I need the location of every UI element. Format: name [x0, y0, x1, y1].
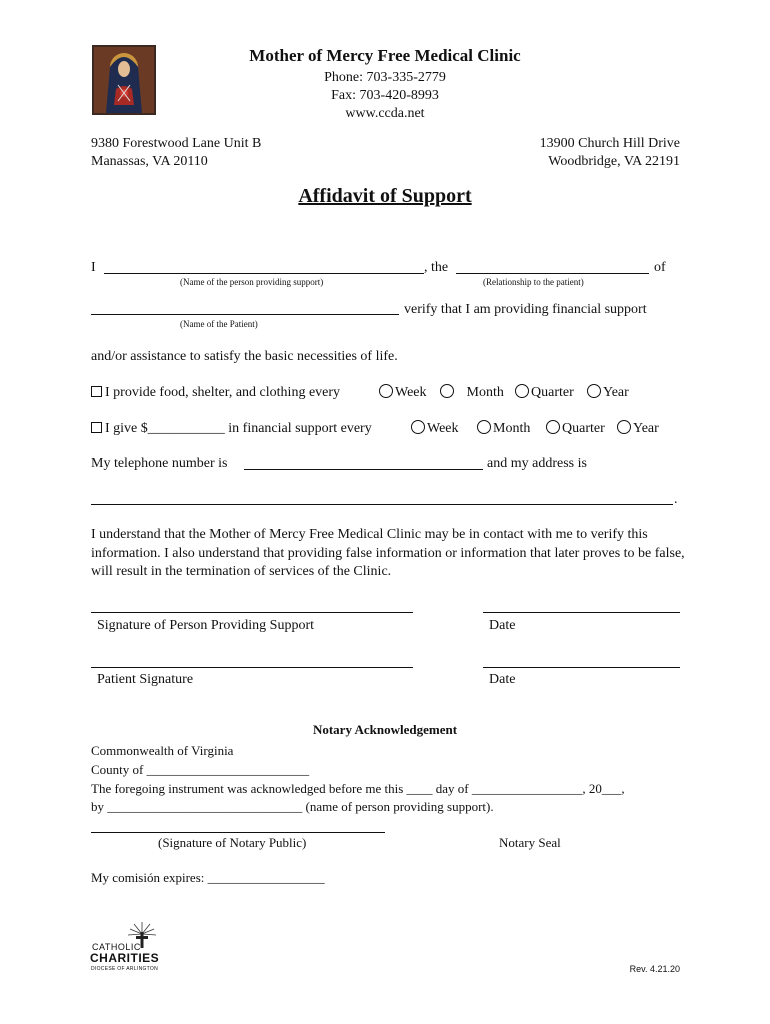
option1-week-label: Week	[395, 385, 427, 400]
catholic-charities-logo	[90, 920, 170, 976]
relationship-field[interactable]	[456, 273, 649, 274]
clinic-website: www.ccda.net	[345, 106, 425, 121]
right-address-line2: Woodbridge, VA 22191	[548, 154, 680, 169]
notary-seal-label: Notary Seal	[499, 835, 561, 850]
provider-name-field[interactable]	[104, 273, 424, 274]
revision-label: Rev. 4.21.20	[629, 964, 680, 974]
notary-line1: Commonwealth of Virginia	[91, 743, 234, 758]
option1-month-radio[interactable]	[440, 384, 454, 398]
address-end: .	[674, 492, 678, 507]
form-line1-prefix: I	[91, 260, 96, 275]
logo-text-charities: CHARITIES	[90, 951, 160, 965]
phone-field[interactable]	[244, 469, 483, 470]
option1-row	[91, 384, 340, 402]
provider-signature-label: Signature of Person Providing Support	[97, 618, 314, 633]
option1-checkbox[interactable]	[91, 386, 102, 397]
notary-line4: by ______________________________ (name of person providing support).	[91, 799, 494, 814]
patient-name-field[interactable]	[91, 314, 399, 315]
option2-month-label: Month	[493, 421, 531, 436]
clinic-fax: Fax: 703-420-8993	[331, 88, 439, 103]
option1-label: I provide food, shelter, and clothing every	[105, 385, 341, 400]
caption-patient: (Name of the Patient)	[180, 319, 258, 329]
notary-line2: County of _________________________	[91, 762, 310, 777]
option1-week[interactable]	[379, 384, 427, 402]
option2-checkbox[interactable]	[91, 422, 102, 433]
option1-week-radio[interactable]	[379, 384, 393, 398]
option2-quarter-radio[interactable]	[546, 420, 560, 434]
address-label: and my address is	[487, 456, 587, 471]
option2-row	[91, 420, 372, 438]
notary-signature-field[interactable]	[91, 832, 385, 833]
clinic-name: Mother of Mercy Free Medical Clinic	[249, 46, 521, 65]
option2-week[interactable]	[411, 420, 459, 438]
option1-quarter-label: Quarter	[531, 385, 574, 400]
option2-quarter-label: Quarter	[562, 421, 605, 436]
patient-date-field[interactable]	[483, 667, 680, 668]
left-address-line2: Manassas, VA 20110	[91, 154, 208, 169]
provider-date-field[interactable]	[483, 612, 680, 613]
caption-provider: (Name of the person providing support)	[180, 277, 324, 287]
logo-text-diocese: DIOCESE OF ARLINGTON	[91, 966, 159, 972]
option2-year-radio[interactable]	[617, 420, 631, 434]
option2-year[interactable]	[617, 420, 659, 438]
form-line3: and/or assistance to satisfy the basic necessities of life.	[91, 349, 398, 364]
form-line1-suffix: of	[654, 260, 666, 275]
option2-week-label: Week	[427, 421, 459, 436]
amount-field[interactable]: ___________	[147, 421, 225, 436]
option1-quarter[interactable]	[515, 384, 574, 402]
patient-signature-label: Patient Signature	[97, 672, 194, 687]
patient-date-label: Date	[489, 672, 516, 687]
option1-quarter-radio[interactable]	[515, 384, 529, 398]
option1-year-radio[interactable]	[587, 384, 601, 398]
option2-month[interactable]	[477, 420, 530, 438]
form-line2-suffix: verify that I am providing financial support	[404, 302, 647, 317]
statement-paragraph: I understand that the Mother of Mercy Free Medical Clinic may be in contact with me to verify this information. I also understand that providing false information or information that later proves to be false, will result in the termination of services of the Clinic.	[91, 527, 685, 579]
notary-signature-label: (Signature of Notary Public)	[158, 835, 307, 850]
patient-signature-field[interactable]	[91, 667, 413, 668]
logo-text-catholic: CATHOLIC	[92, 942, 141, 952]
form-line1-mid: , the	[424, 260, 449, 275]
clinic-logo	[92, 45, 156, 115]
notary-heading: Notary Acknowledgement	[312, 722, 458, 737]
notary-line3: The foregoing instrument was acknowledged before me this ____ day of _________________, 20___,	[91, 781, 625, 796]
right-address-line1: 13900 Church Hill Drive	[539, 136, 680, 151]
document-title: Affidavit of Support	[298, 185, 472, 207]
option2-week-radio[interactable]	[411, 420, 425, 434]
option1-year[interactable]	[587, 384, 629, 402]
address-field[interactable]	[91, 504, 673, 505]
option1-year-label: Year	[603, 385, 629, 400]
option2-month-radio[interactable]	[477, 420, 491, 434]
option2-quarter[interactable]	[546, 420, 605, 438]
provider-signature-field[interactable]	[91, 612, 413, 613]
left-address-line1: 9380 Forestwood Lane Unit B	[91, 136, 262, 151]
clinic-phone: Phone: 703-335-2779	[324, 70, 446, 85]
option2-label-b: in financial support every	[228, 421, 372, 436]
provider-date-label: Date	[489, 618, 516, 633]
option1-month[interactable]	[440, 384, 504, 402]
option1-month-label: Month	[466, 385, 504, 400]
notary-expires: My comisión expires: __________________	[91, 870, 325, 885]
phone-label: My telephone number is	[91, 456, 228, 471]
caption-relationship: (Relationship to the patient)	[483, 277, 584, 287]
option2-year-label: Year	[633, 421, 659, 436]
option2-label-a: I give $	[105, 421, 148, 436]
